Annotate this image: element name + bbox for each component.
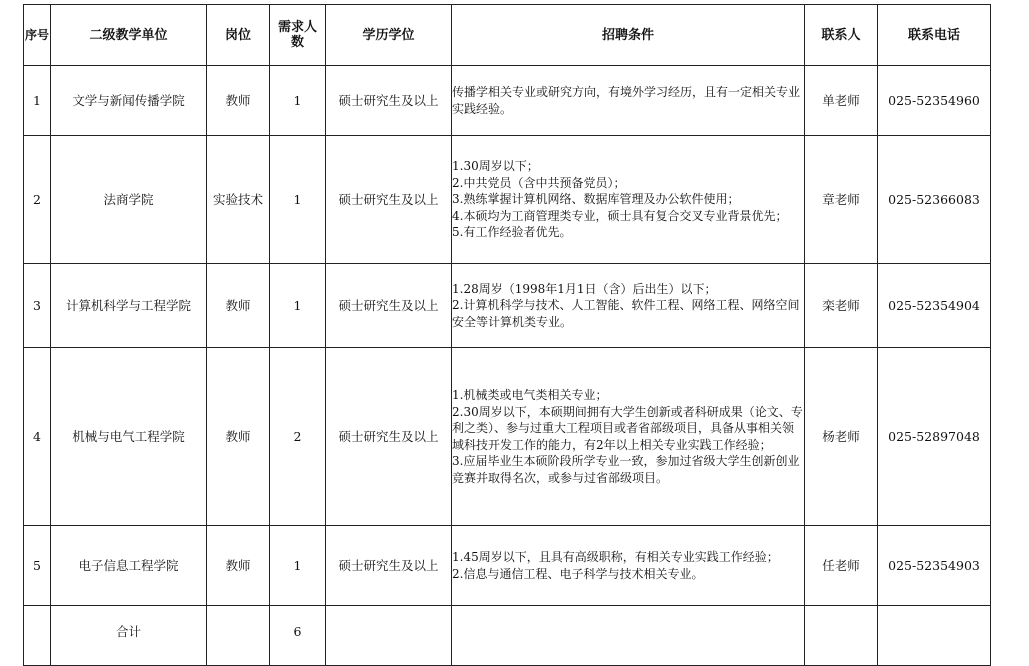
row-unit: 电子信息工程学院: [51, 526, 207, 606]
row-index: 4: [24, 348, 51, 526]
row-phone: 025-52354960: [878, 66, 991, 136]
header-conditions: 招聘条件: [452, 5, 805, 66]
row-phone: 025-52897048: [878, 348, 991, 526]
table-row: [24, 264, 991, 348]
row-count: 1: [270, 526, 326, 606]
row-post: 教师: [207, 264, 270, 348]
header-row: [24, 5, 991, 66]
total-label: 合计: [51, 606, 207, 666]
row-phone: 025-52354904: [878, 264, 991, 348]
condition-line: 传播学相关专业或研究方向，有境外学习经历，且有一定相关专业实践经验。: [452, 85, 801, 116]
total-contact: [805, 606, 878, 666]
header-count: 需求人数: [270, 5, 326, 66]
row-index: 5: [24, 526, 51, 606]
row-contact: 杨老师: [805, 348, 878, 526]
row-contact: 栾老师: [805, 264, 878, 348]
header-post: 岗位: [207, 5, 270, 66]
condition-line: 2.信息与通信工程、电子科学与技术相关专业。: [452, 566, 704, 581]
row-post: 教师: [207, 348, 270, 526]
row-degree: 硕士研究生及以上: [326, 136, 452, 264]
row-count: 1: [270, 66, 326, 136]
table-row: [24, 348, 991, 526]
row-contact: 单老师: [805, 66, 878, 136]
condition-line: 2.计算机科学与技术、人工智能、软件工程、网络工程、网络空间安全等计算机类专业。: [452, 298, 800, 329]
condition-line: 5.有工作经验者优先。: [452, 225, 572, 240]
total-degree: [326, 606, 452, 666]
header-contact: 联系人: [805, 5, 878, 66]
row-post: 教师: [207, 526, 270, 606]
row-count: 1: [270, 264, 326, 348]
row-unit: 法商学院: [51, 136, 207, 264]
row-degree: 硕士研究生及以上: [326, 526, 452, 606]
row-conditions: [452, 348, 805, 526]
table-row: [24, 136, 991, 264]
total-phone: [878, 606, 991, 666]
row-post: 教师: [207, 66, 270, 136]
condition-line: 2.30周岁以下，本硕期间拥有大学生创新或者科研成果（论文、专利之类）、参与过重大工程项目或者省部级项目，具备从事相关领域科技开发工作的能力，有2年以上相关专业实践工作经验；: [452, 404, 803, 452]
condition-line: 1.28周岁（1998年1月1日（含）后出生）以下；: [452, 281, 717, 296]
condition-line: 1.45周岁以下，且具有高级职称，有相关专业实践工作经验；: [452, 550, 779, 564]
row-conditions: [452, 526, 805, 606]
row-conditions: [452, 66, 805, 136]
table-row: [24, 66, 991, 136]
row-phone: 025-52354903: [878, 526, 991, 606]
row-index: 2: [24, 136, 51, 264]
header-unit: 二级教学单位: [51, 5, 207, 66]
total-row: [24, 606, 991, 666]
total-conditions: [452, 606, 805, 666]
row-post: 实验技术: [207, 136, 270, 264]
row-contact: 章老师: [805, 136, 878, 264]
condition-line: 3.熟练掌握计算机网络、数据库管理及办公软件使用；: [452, 192, 740, 207]
row-phone: 025-52366083: [878, 136, 991, 264]
row-unit: 文学与新闻传播学院: [51, 66, 207, 136]
row-count: 1: [270, 136, 326, 264]
row-degree: 硕士研究生及以上: [326, 66, 452, 136]
condition-line: 1.机械类或电气类相关专业；: [452, 388, 608, 402]
row-conditions: [452, 264, 805, 348]
total-index: [24, 606, 51, 666]
row-degree: 硕士研究生及以上: [326, 264, 452, 348]
row-conditions: [452, 136, 805, 264]
row-index: 3: [24, 264, 51, 348]
row-unit: 计算机科学与工程学院: [51, 264, 207, 348]
condition-line: 3.应届毕业生本硕阶段所学专业一致，参加过省级大学生创新创业竞赛并取得名次，或参与过省部级项目。: [452, 454, 800, 485]
row-degree: 硕士研究生及以上: [326, 348, 452, 526]
condition-line: 1.30周岁以下；: [452, 159, 539, 174]
total-post: [207, 606, 270, 666]
condition-line: 4.本硕均为工商管理类专业，硕士具有复合交叉专业背景优先；: [452, 208, 788, 223]
header-index: 序号: [24, 5, 51, 66]
header-degree: 学历学位: [326, 5, 452, 66]
table-row: [24, 526, 991, 606]
total-count: 6: [270, 606, 326, 666]
row-count: 2: [270, 348, 326, 526]
row-index: 1: [24, 66, 51, 136]
condition-line: 2.中共党员（含中共预备党员）；: [452, 175, 626, 190]
row-unit: 机械与电气工程学院: [51, 348, 207, 526]
row-contact: 任老师: [805, 526, 878, 606]
recruitment-table: [23, 4, 991, 666]
header-phone: 联系电话: [878, 5, 991, 66]
